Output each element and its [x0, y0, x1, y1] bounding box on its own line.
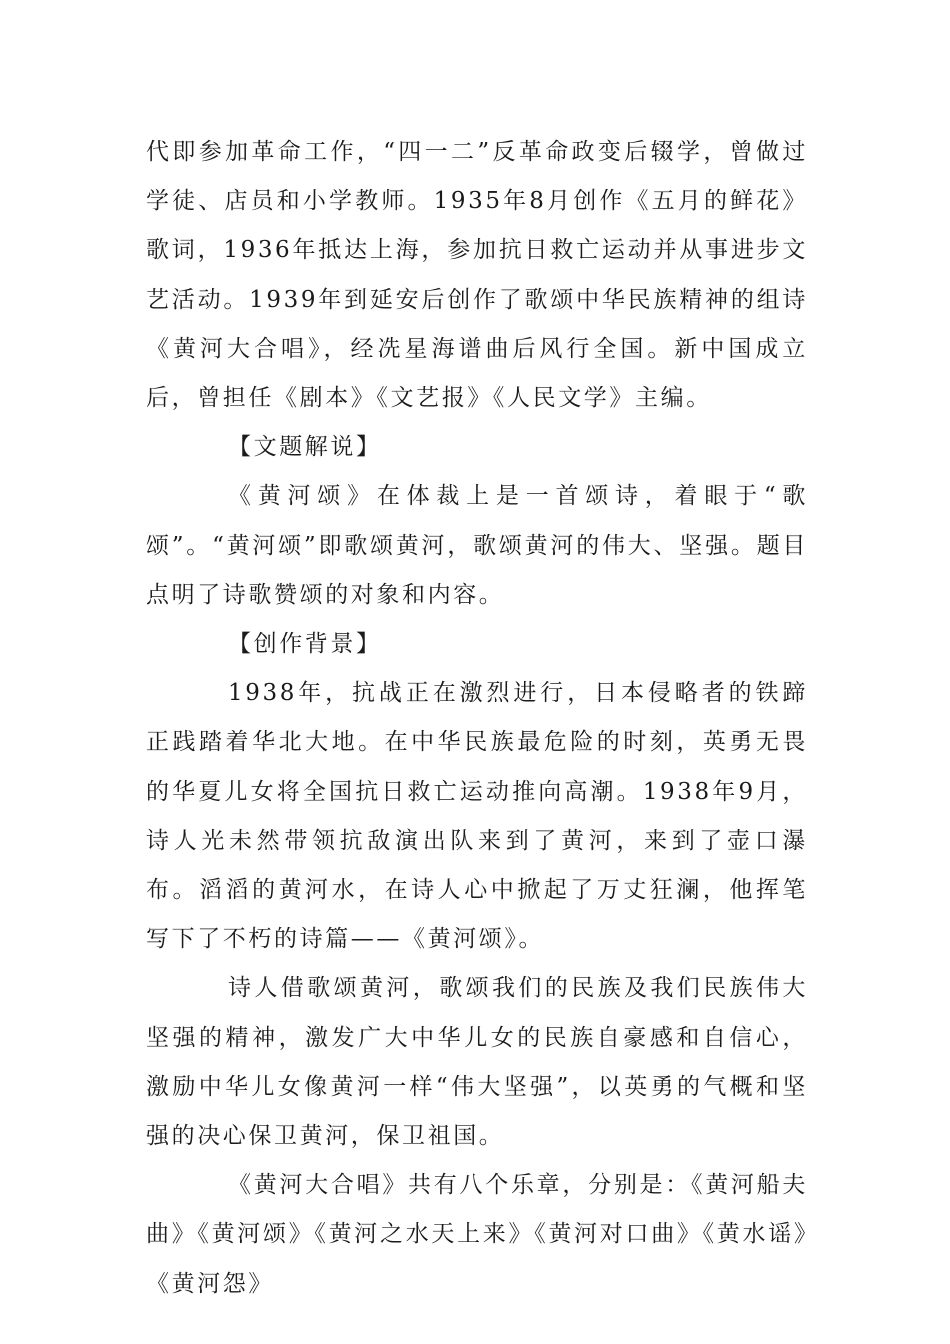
section-heading-title-explanation: 【文题解说】	[228, 434, 382, 461]
section-heading-background: 【创作背景】	[228, 631, 382, 658]
background-paragraph-2: 诗人借歌颂黄河，歌颂我们的民族及我们民族伟大坚强的精神，激发广大中华儿女的民族自豪感和自信心，激励中华儿女像黄河一样“伟大坚强”，以英勇的气概和坚强的决心保卫黄河，保卫祖国。	[146, 975, 808, 1150]
title-explanation-paragraph: 《黄河颂》在体裁上是一首颂诗，着眼于“歌颂”。“黄河颂”即歌颂黄河，歌颂黄河的伟大、坚强。题目点明了诗歌赞颂的对象和内容。	[146, 483, 808, 608]
movements-paragraph: 《黄河大合唱》共有八个乐章，分别是：《黄河船夫曲》《黄河颂》《黄河之水天上来》《黄河对口曲》《黄水谣》《黄河怨》	[146, 1172, 808, 1297]
background-paragraph-1: 1938年，抗战正在激烈进行，日本侵略者的铁蹄正践踏着华北大地。在中华民族最危险的时刻，英勇无畏的华夏儿女将全国抗日救亡运动推向高潮。1938年9月，诗人光未然带领抗敌演出队来到了黄河，来到了壶口瀑布。滔滔的黄河水，在诗人心中掀起了万丈狂澜，他挥笔写下了不朽的诗篇——《黄河颂》。	[146, 680, 808, 953]
document-page	[146, 128, 808, 1309]
biography-paragraph: 代即参加革命工作，“四一二”反革命政变后辍学，曾做过学徒、店员和小学教师。1935年8月创作《五月的鲜花》歌词，1936年抵达上海，参加抗日救亡运动并从事进步文艺活动。1939年到延安后创作了歌颂中华民族精神的组诗《黄河大合唱》，经冼星海谱曲后风行全国。新中国成立后，曾担任《剧本》《文艺报》《人民文学》主编。	[146, 139, 808, 412]
